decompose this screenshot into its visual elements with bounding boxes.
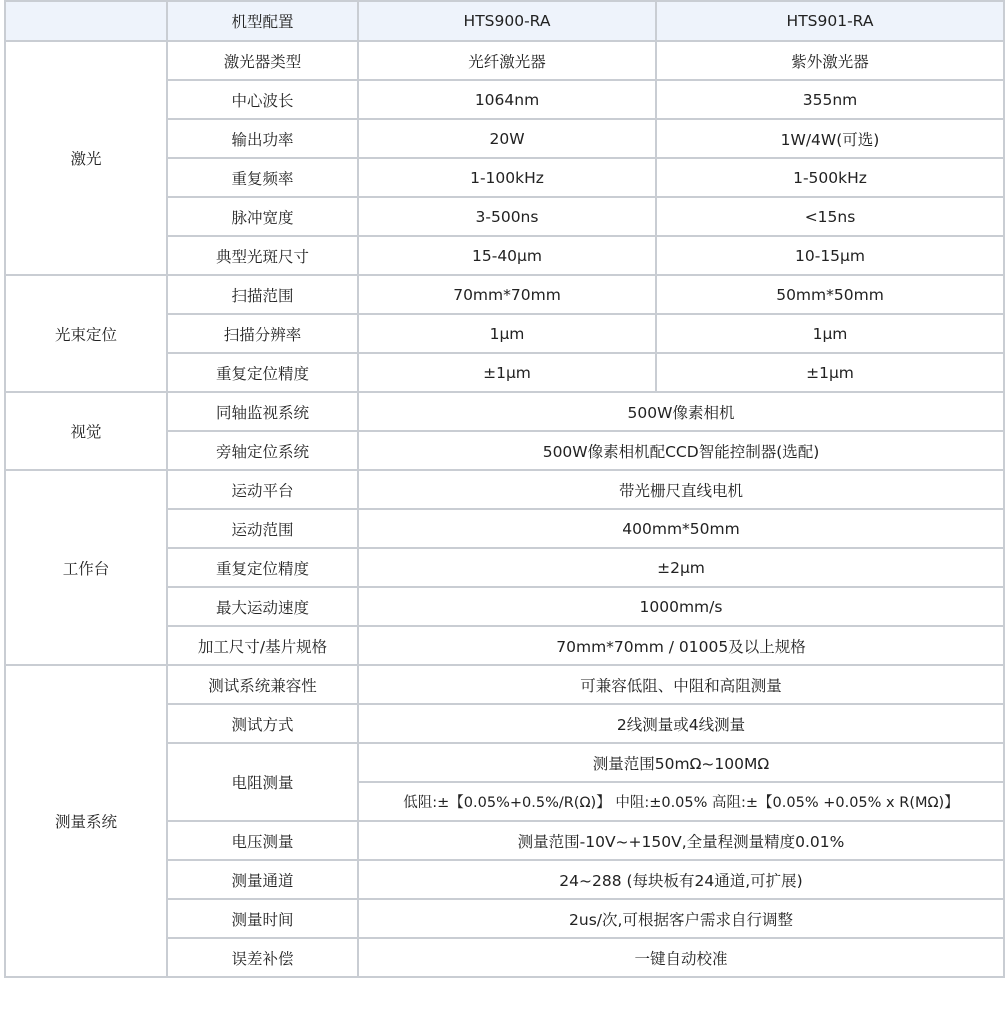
- value-merged: 可兼容低阻、中阻和高阻测量: [358, 665, 1004, 704]
- row-label: 旁轴定位系统: [167, 431, 358, 470]
- row-label: 测量通道: [167, 860, 358, 899]
- group-vision: 视觉: [5, 392, 167, 470]
- value-merged: ±2μm: [358, 548, 1004, 587]
- group-measure: 测量系统: [5, 665, 167, 977]
- header-model-a: HTS900-RA: [358, 1, 656, 41]
- table-row: [5, 665, 1004, 704]
- value-merged: 2us/次,可根据客户需求自行调整: [358, 899, 1004, 938]
- table-row: [5, 392, 1004, 431]
- value-merged: 测量范围-10V~+150V,全量程测量精度0.01%: [358, 821, 1004, 860]
- row-label: 加工尺寸/基片规格: [167, 626, 358, 665]
- table-row: [5, 470, 1004, 509]
- row-label: 电压测量: [167, 821, 358, 860]
- value-b: 50mm*50mm: [656, 275, 1004, 314]
- value-b: ±1μm: [656, 353, 1004, 392]
- group-beam: 光束定位: [5, 275, 167, 392]
- value-merged: 2线测量或4线测量: [358, 704, 1004, 743]
- row-label: 电阻测量: [167, 743, 358, 821]
- header-blank-cell: [5, 1, 167, 41]
- value-a: 光纤激光器: [358, 41, 656, 80]
- value-a: 1μm: [358, 314, 656, 353]
- row-label: 重复定位精度: [167, 353, 358, 392]
- value-merged: 400mm*50mm: [358, 509, 1004, 548]
- row-label: 重复频率: [167, 158, 358, 197]
- value-a: 20W: [358, 119, 656, 158]
- row-label: 扫描分辨率: [167, 314, 358, 353]
- row-label: 测试方式: [167, 704, 358, 743]
- value-b: 紫外激光器: [656, 41, 1004, 80]
- header-row: [5, 1, 1004, 41]
- value-merged: 70mm*70mm / 01005及以上规格: [358, 626, 1004, 665]
- value-b: 1μm: [656, 314, 1004, 353]
- value-a: 1064nm: [358, 80, 656, 119]
- row-label: 中心波长: [167, 80, 358, 119]
- header-model-b: HTS901-RA: [656, 1, 1004, 41]
- value-merged: 带光栅尺直线电机: [358, 470, 1004, 509]
- row-label: 典型光斑尺寸: [167, 236, 358, 275]
- spec-table: [4, 0, 1005, 978]
- value-merged: 24~288 (每块板有24通道,可扩展): [358, 860, 1004, 899]
- value-b: 1-500kHz: [656, 158, 1004, 197]
- value-b: 1W/4W(可选): [656, 119, 1004, 158]
- value-b: 10-15μm: [656, 236, 1004, 275]
- value-a: 70mm*70mm: [358, 275, 656, 314]
- row-label: 同轴监视系统: [167, 392, 358, 431]
- value-a: 1-100kHz: [358, 158, 656, 197]
- table-row: [5, 275, 1004, 314]
- row-label: 误差补偿: [167, 938, 358, 977]
- row-label: 运动平台: [167, 470, 358, 509]
- row-label: 运动范围: [167, 509, 358, 548]
- table-row: [5, 41, 1004, 80]
- row-label: 重复定位精度: [167, 548, 358, 587]
- row-label: 激光器类型: [167, 41, 358, 80]
- group-stage: 工作台: [5, 470, 167, 665]
- row-label: 测试系统兼容性: [167, 665, 358, 704]
- header-config-label: 机型配置: [167, 1, 358, 41]
- value-merged: 500W像素相机: [358, 392, 1004, 431]
- row-label: 最大运动速度: [167, 587, 358, 626]
- value-a: ±1μm: [358, 353, 656, 392]
- value-b: <15ns: [656, 197, 1004, 236]
- value-merged: 1000mm/s: [358, 587, 1004, 626]
- value-a: 3-500ns: [358, 197, 656, 236]
- row-label: 扫描范围: [167, 275, 358, 314]
- value-a: 15-40μm: [358, 236, 656, 275]
- value-b: 355nm: [656, 80, 1004, 119]
- group-laser: 激光: [5, 41, 167, 275]
- resistance-accuracy: 低阻:±【0.05%+0.5%/R(Ω)】 中阻:±0.05% 高阻:±【0.05% +0.05% x R(MΩ)】: [358, 782, 1004, 821]
- row-label: 测量时间: [167, 899, 358, 938]
- value-merged: 一键自动校准: [358, 938, 1004, 977]
- row-label: 脉冲宽度: [167, 197, 358, 236]
- row-label: 输出功率: [167, 119, 358, 158]
- resistance-range: 测量范围50mΩ~100MΩ: [358, 743, 1004, 782]
- value-merged: 500W像素相机配CCD智能控制器(选配): [358, 431, 1004, 470]
